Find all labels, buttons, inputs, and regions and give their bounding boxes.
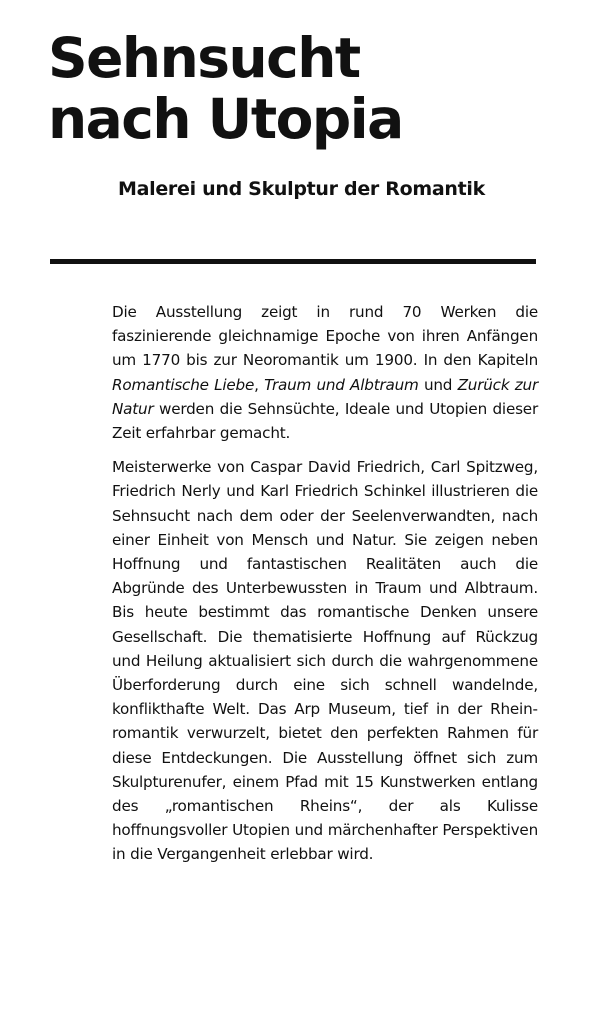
article-body	[112, 300, 538, 867]
intro-text-start: Die Ausstellung zeigt in rund 70 Werken die faszinierende gleichnamige Epoche von ihren Anfängen um 1770 bis zur Neoromantik um 1900. In den Kapiteln	[112, 303, 538, 370]
title-line-1: Sehnsucht	[48, 26, 360, 90]
chapter-separator: ,	[254, 375, 265, 394]
intro-text-end: werden die Sehnsüchte, Ideale und Utopien dieser Zeit erfahrbar gemacht.	[112, 399, 538, 443]
chapter-title-back-to-nature: Zurück zur Natur	[112, 375, 538, 418]
paragraph-masterworks: Meisterwerke von Caspar David Friedrich, Carl Spitzweg, Friedrich Nerly und Karl Friedrich Schinkel illustrieren die Sehnsucht nach dem oder der Seelenverwandten, nach einer Einheit von Mensch und Natur. Sie zeigen neben Hoffnung und fantastischen Realitäten auch die Abgründe des Unterbewussten in Traum und Albtraum. Bis heute bestimmt das romantische Denken unsere Gesellschaft. Die thematisierte Hoffnung auf Rückzug und Heilung aktualisiert sich durch die wahrgenommene Überforderung durch eine sich schnell wandelnde, konflikthafte Welt. Das Arp Museum, tief in der Rheinromantik verwurzelt, bietet den perfekten Rahmen für diese Entdeckungen. Die Ausstellung öffnet sich zum Skulpturenufer, einem Pfad mit 15 Kunstwerken entlang des „romantischen Rheins“, der als Kulisse hoffnungsvoller Utopien und märchenhafter Perspektiven in die Vergangenheit erlebbar wird.	[112, 458, 538, 864]
chapter-title-dream-nightmare: Traum und Albtraum	[264, 375, 419, 394]
paragraph-intro	[112, 300, 538, 445]
page-subtitle: Malerei und Skulptur der Romantik	[118, 178, 485, 200]
chapter-title-romantic-love: Romantische Liebe	[112, 375, 255, 394]
divider-rule	[50, 259, 536, 264]
chapter-separator: und	[418, 375, 458, 394]
page-title	[48, 28, 403, 150]
title-line-2: nach Utopia	[48, 87, 403, 151]
